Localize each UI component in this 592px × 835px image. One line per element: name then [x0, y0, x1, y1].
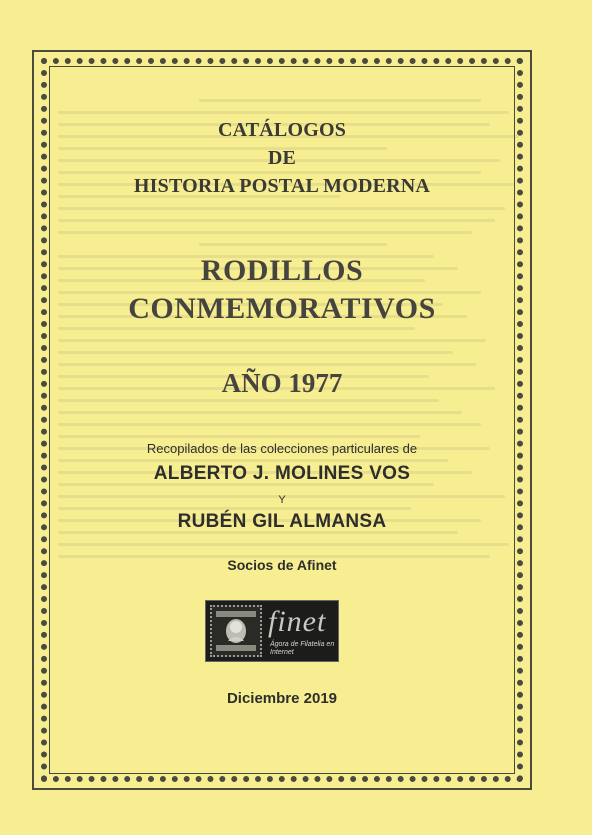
penny-black-stamp-icon [210, 605, 262, 657]
title-line-1: RODILLOS [200, 254, 364, 287]
title-line-2: CONMEMORATIVOS [128, 292, 436, 325]
series-line-3: HISTORIA POSTAL MODERNA [133, 175, 431, 197]
main-title [0, 252, 564, 328]
series-title [0, 116, 564, 200]
afinet-wordmark: finet [268, 605, 327, 638]
series-line-1: CATÁLOGOS [217, 119, 347, 141]
afinet-tagline: Ágora de Filatelia en Internet [270, 641, 335, 656]
author-2: RUBÉN GIL ALMANSA [177, 511, 387, 532]
afinet-logo [205, 600, 339, 662]
membership-text: Socios de Afinet [227, 557, 337, 573]
series-line-2: DE [267, 147, 297, 169]
year-heading: AÑO 1977 [221, 368, 343, 398]
conjunction: Y [278, 494, 286, 506]
author-1: ALBERTO J. MOLINES VOS [153, 463, 411, 484]
compiled-by-text: Recopilados de las colecciones particulares de [146, 441, 418, 456]
publication-date: Diciembre 2019 [226, 690, 338, 707]
